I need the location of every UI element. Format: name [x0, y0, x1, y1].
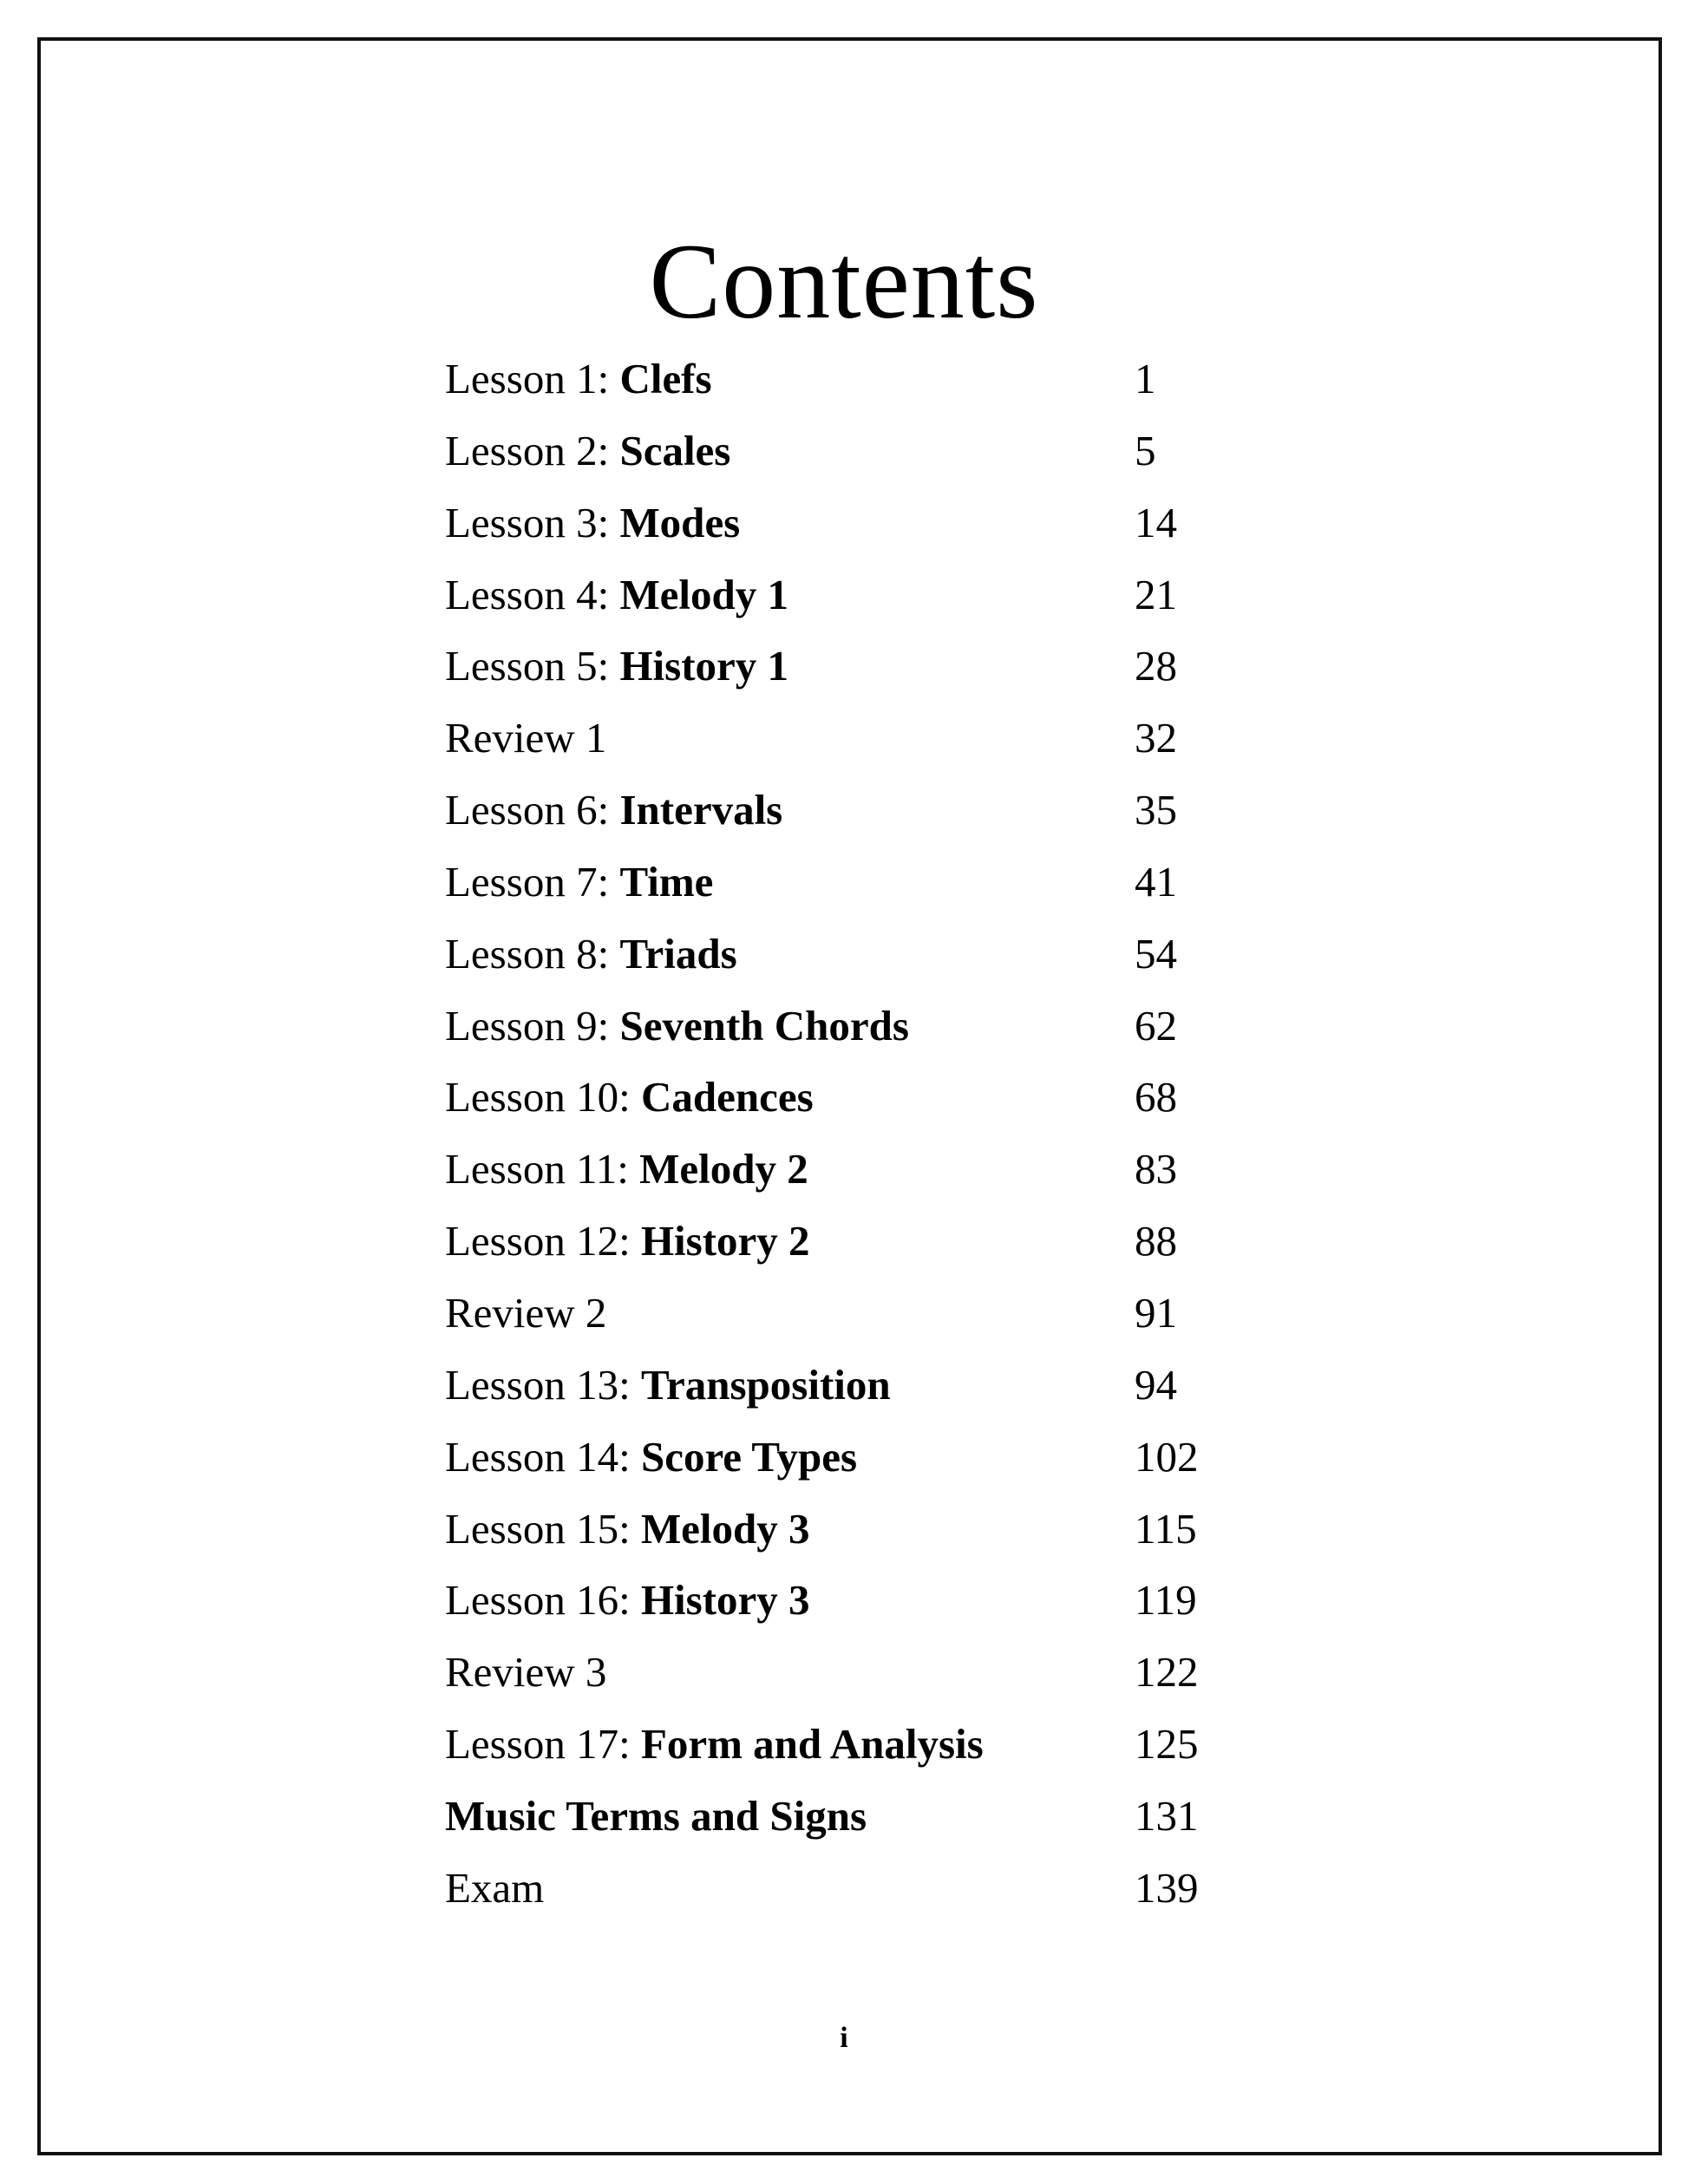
toc-entry[interactable] — [445, 853, 1312, 925]
toc-entry-label — [445, 1357, 891, 1414]
toc-entry[interactable] — [445, 1069, 1312, 1141]
toc-entry-prefix: Lesson 5: — [445, 642, 620, 690]
toc-entry-label — [445, 1716, 984, 1773]
toc-entry[interactable] — [445, 925, 1312, 997]
toc-entry-page-number: 35 — [1135, 786, 1177, 834]
toc-entry-page-number: 94 — [1135, 1360, 1177, 1409]
toc-entry[interactable] — [445, 781, 1312, 853]
toc-entry-topic: Form and Analysis — [640, 1720, 984, 1769]
toc-entry-prefix: Lesson 10: — [445, 1073, 641, 1121]
toc-entry-page-number: 139 — [1135, 1863, 1199, 1912]
toc-entry-prefix: Lesson 6: — [445, 786, 620, 834]
page-title: Contents — [649, 222, 1039, 342]
toc-entry-label — [445, 997, 909, 1055]
toc-entry-prefix: Exam — [445, 1863, 545, 1912]
toc-entry-topic: Melody 3 — [640, 1504, 810, 1553]
toc-entry-topic: Cadences — [640, 1073, 814, 1121]
toc-entry-prefix: Lesson 9: — [445, 1001, 620, 1049]
toc-entry-prefix: Lesson 17: — [445, 1720, 641, 1769]
toc-entry-label — [445, 853, 713, 911]
toc-entry-topic: Melody 1 — [619, 570, 789, 618]
toc-entry-page-number: 131 — [1135, 1791, 1199, 1840]
toc-entry-topic: Score Types — [640, 1432, 858, 1481]
toc-entry-prefix: Lesson 3: — [445, 498, 620, 546]
toc-entry-topic: Intervals — [619, 786, 783, 834]
toc-entry-page-number: 88 — [1135, 1217, 1177, 1265]
toc-entry-prefix: Lesson 2: — [445, 426, 620, 474]
toc-entry-page-number: 102 — [1135, 1432, 1199, 1481]
toc-entry[interactable] — [445, 1572, 1312, 1644]
toc-entry-page-number: 62 — [1135, 1001, 1177, 1049]
toc-entry[interactable] — [445, 638, 1312, 709]
toc-entry-prefix: Lesson 12: — [445, 1217, 641, 1265]
toc-entry-topic: Seventh Chords — [619, 1001, 909, 1049]
toc-entry[interactable] — [445, 350, 1312, 422]
toc-entry-prefix: Lesson 8: — [445, 929, 620, 978]
toc-entry-topic: History 1 — [619, 642, 789, 690]
toc-entry[interactable] — [445, 1357, 1312, 1429]
table-of-contents — [445, 350, 1312, 1932]
toc-entry-topic: Time — [619, 857, 714, 906]
toc-entry-page-number: 68 — [1135, 1073, 1177, 1121]
toc-entry-label — [445, 638, 788, 695]
toc-entry-prefix: Lesson 16: — [445, 1576, 641, 1625]
toc-entry-label — [445, 1788, 867, 1845]
toc-entry-page-number: 32 — [1135, 714, 1177, 762]
toc-entry[interactable] — [445, 709, 1312, 781]
toc-entry-topic: Modes — [619, 498, 741, 546]
toc-entry-label — [445, 781, 782, 839]
toc-entry-label — [445, 1429, 857, 1486]
toc-entry[interactable] — [445, 1141, 1312, 1213]
toc-entry-prefix: Lesson 4: — [445, 570, 620, 618]
toc-entry-label — [445, 494, 740, 552]
toc-entry-topic: Triads — [619, 929, 737, 978]
toc-entry[interactable] — [445, 1213, 1312, 1285]
toc-entry-label — [445, 1141, 808, 1198]
toc-entry-topic: Scales — [619, 426, 731, 474]
toc-entry-label — [445, 1069, 814, 1126]
toc-entry-topic: Music Terms and Signs — [445, 1791, 867, 1840]
toc-entry-label — [445, 1860, 544, 1917]
toc-entry[interactable] — [445, 1716, 1312, 1788]
toc-entry[interactable] — [445, 997, 1312, 1069]
toc-entry-label — [445, 1644, 606, 1701]
toc-entry-label — [445, 350, 712, 408]
toc-entry-page-number: 28 — [1135, 642, 1177, 690]
toc-entry-topic: History 3 — [640, 1576, 810, 1625]
toc-entry[interactable] — [445, 1860, 1312, 1932]
toc-entry-label — [445, 422, 730, 480]
toc-entry-prefix: Lesson 15: — [445, 1504, 641, 1553]
toc-entry[interactable] — [445, 1285, 1312, 1357]
toc-entry-label — [445, 1213, 810, 1270]
toc-entry[interactable] — [445, 566, 1312, 638]
toc-entry-prefix: Lesson 11: — [445, 1145, 640, 1193]
toc-entry[interactable] — [445, 1429, 1312, 1501]
toc-entry-page-number: 122 — [1135, 1648, 1199, 1697]
toc-entry-prefix: Review 3 — [445, 1648, 607, 1697]
toc-entry-topic: Clefs — [619, 355, 712, 402]
toc-entry-prefix: Lesson 14: — [445, 1432, 641, 1481]
toc-entry-page-number: 125 — [1135, 1720, 1199, 1769]
toc-entry-prefix: Lesson 1: — [445, 355, 620, 402]
toc-entry-prefix: Lesson 7: — [445, 857, 620, 906]
toc-entry-page-number: 41 — [1135, 857, 1177, 906]
toc-entry[interactable] — [445, 494, 1312, 566]
toc-entry[interactable] — [445, 1501, 1312, 1573]
toc-entry-page-number: 119 — [1135, 1576, 1197, 1625]
toc-entry-page-number: 83 — [1135, 1145, 1177, 1193]
toc-entry-prefix: Review 2 — [445, 1288, 607, 1337]
toc-entry-prefix: Lesson 13: — [445, 1360, 641, 1409]
page-number: i — [840, 2022, 848, 2054]
toc-entry-label — [445, 1285, 606, 1342]
toc-entry-label — [445, 566, 788, 624]
toc-entry-label — [445, 1501, 810, 1558]
toc-entry-page-number: 1 — [1135, 355, 1156, 402]
toc-entry-page-number: 115 — [1135, 1504, 1197, 1553]
toc-entry-label — [445, 1572, 810, 1629]
toc-entry[interactable] — [445, 1788, 1312, 1860]
toc-entry[interactable] — [445, 422, 1312, 494]
toc-entry-page-number: 21 — [1135, 570, 1177, 618]
toc-entry-label — [445, 709, 606, 767]
toc-entry-page-number: 54 — [1135, 929, 1177, 978]
toc-entry-topic: Transposition — [640, 1360, 891, 1409]
toc-entry-page-number: 91 — [1135, 1288, 1177, 1337]
toc-entry-topic: Melody 2 — [639, 1145, 808, 1193]
toc-entry-page-number: 5 — [1135, 426, 1156, 474]
toc-entry-prefix: Review 1 — [445, 714, 607, 762]
toc-entry-page-number: 14 — [1135, 498, 1177, 546]
toc-entry[interactable] — [445, 1644, 1312, 1716]
toc-entry-topic: History 2 — [640, 1217, 810, 1265]
toc-entry-label — [445, 925, 737, 983]
